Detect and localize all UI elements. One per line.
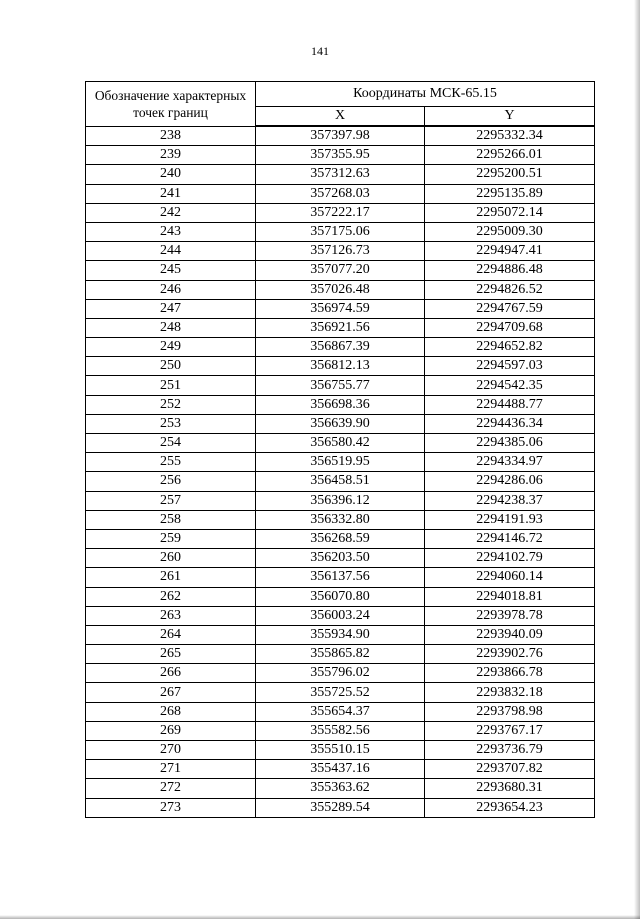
table-row xyxy=(86,798,595,817)
cell-point: 271 xyxy=(86,760,256,779)
table-row xyxy=(86,510,595,529)
table-row xyxy=(86,376,595,395)
table-row xyxy=(86,242,595,261)
cell-point: 254 xyxy=(86,434,256,453)
cell-point: 244 xyxy=(86,242,256,261)
cell-x: 355865.82 xyxy=(256,645,425,664)
cell-point: 249 xyxy=(86,338,256,357)
cell-y: 2294385.06 xyxy=(425,434,595,453)
table-row xyxy=(86,126,595,146)
table-row xyxy=(86,165,595,184)
cell-point: 247 xyxy=(86,299,256,318)
cell-x: 356332.80 xyxy=(256,510,425,529)
table-row xyxy=(86,625,595,644)
cell-y: 2294947.41 xyxy=(425,242,595,261)
cell-point: 255 xyxy=(86,453,256,472)
cell-point: 245 xyxy=(86,261,256,280)
cell-x: 356003.24 xyxy=(256,606,425,625)
cell-x: 355934.90 xyxy=(256,625,425,644)
cell-x: 355725.52 xyxy=(256,683,425,702)
cell-y: 2293866.78 xyxy=(425,664,595,683)
cell-x: 356519.95 xyxy=(256,453,425,472)
cell-x: 356812.13 xyxy=(256,357,425,376)
scan-edge-shadow xyxy=(634,0,640,919)
table-row xyxy=(86,529,595,548)
cell-y: 2294597.03 xyxy=(425,357,595,376)
table-row xyxy=(86,683,595,702)
cell-point: 241 xyxy=(86,184,256,203)
cell-x: 357126.73 xyxy=(256,242,425,261)
cell-y: 2295266.01 xyxy=(425,146,595,165)
cell-x: 355437.16 xyxy=(256,760,425,779)
cell-point: 251 xyxy=(86,376,256,395)
cell-x: 355510.15 xyxy=(256,741,425,760)
cell-y: 2293736.79 xyxy=(425,741,595,760)
cell-point: 273 xyxy=(86,798,256,817)
cell-x: 356755.77 xyxy=(256,376,425,395)
cell-point: 238 xyxy=(86,126,256,146)
cell-y: 2294886.48 xyxy=(425,261,595,280)
table-row xyxy=(86,645,595,664)
cell-y: 2294767.59 xyxy=(425,299,595,318)
table-row xyxy=(86,357,595,376)
cell-y: 2294488.77 xyxy=(425,395,595,414)
cell-y: 2294652.82 xyxy=(425,338,595,357)
cell-y: 2295200.51 xyxy=(425,165,595,184)
cell-y: 2295072.14 xyxy=(425,203,595,222)
cell-y: 2293707.82 xyxy=(425,760,595,779)
cell-y: 2294542.35 xyxy=(425,376,595,395)
cell-point: 246 xyxy=(86,280,256,299)
cell-point: 266 xyxy=(86,664,256,683)
cell-x: 357175.06 xyxy=(256,222,425,241)
table-row xyxy=(86,261,595,280)
cell-y: 2293767.17 xyxy=(425,721,595,740)
cell-x: 356921.56 xyxy=(256,318,425,337)
cell-y: 2295009.30 xyxy=(425,222,595,241)
cell-y: 2293832.18 xyxy=(425,683,595,702)
coordinates-table xyxy=(85,81,595,818)
table-row xyxy=(86,568,595,587)
cell-x: 356070.80 xyxy=(256,587,425,606)
cell-point: 268 xyxy=(86,702,256,721)
table-row xyxy=(86,318,595,337)
cell-x: 356396.12 xyxy=(256,491,425,510)
cell-point: 252 xyxy=(86,395,256,414)
table-row xyxy=(86,395,595,414)
cell-point: 264 xyxy=(86,625,256,644)
cell-x: 355289.54 xyxy=(256,798,425,817)
cell-y: 2294826.52 xyxy=(425,280,595,299)
cell-y: 2294146.72 xyxy=(425,529,595,548)
cell-y: 2294334.97 xyxy=(425,453,595,472)
cell-x: 355796.02 xyxy=(256,664,425,683)
table-row xyxy=(86,741,595,760)
cell-point: 256 xyxy=(86,472,256,491)
cell-x: 356867.39 xyxy=(256,338,425,357)
cell-point: 243 xyxy=(86,222,256,241)
cell-point: 242 xyxy=(86,203,256,222)
cell-x: 357355.95 xyxy=(256,146,425,165)
cell-x: 356580.42 xyxy=(256,434,425,453)
cell-x: 357222.17 xyxy=(256,203,425,222)
cell-y: 2295135.89 xyxy=(425,184,595,203)
table-row xyxy=(86,491,595,510)
cell-point: 261 xyxy=(86,568,256,587)
table-row xyxy=(86,338,595,357)
cell-x: 357268.03 xyxy=(256,184,425,203)
cell-x: 356268.59 xyxy=(256,529,425,548)
table-row xyxy=(86,299,595,318)
cell-x: 356203.50 xyxy=(256,549,425,568)
cell-y: 2294286.06 xyxy=(425,472,595,491)
cell-point: 240 xyxy=(86,165,256,184)
table-row xyxy=(86,414,595,433)
table-row xyxy=(86,222,595,241)
cell-point: 270 xyxy=(86,741,256,760)
cell-y: 2294102.79 xyxy=(425,549,595,568)
cell-x: 355363.62 xyxy=(256,779,425,798)
cell-x: 356698.36 xyxy=(256,395,425,414)
cell-y: 2294060.14 xyxy=(425,568,595,587)
table-row xyxy=(86,664,595,683)
cell-point: 258 xyxy=(86,510,256,529)
cell-point: 267 xyxy=(86,683,256,702)
cell-y: 2294709.68 xyxy=(425,318,595,337)
cell-point: 250 xyxy=(86,357,256,376)
header-x: X xyxy=(256,107,425,127)
cell-point: 272 xyxy=(86,779,256,798)
cell-x: 357077.20 xyxy=(256,261,425,280)
header-y: Y xyxy=(425,107,595,127)
table-row xyxy=(86,760,595,779)
cell-y: 2293654.23 xyxy=(425,798,595,817)
cell-point: 253 xyxy=(86,414,256,433)
cell-y: 2294238.37 xyxy=(425,491,595,510)
cell-x: 357026.48 xyxy=(256,280,425,299)
table-header-row xyxy=(86,82,595,107)
cell-point: 259 xyxy=(86,529,256,548)
cell-y: 2293940.09 xyxy=(425,625,595,644)
table-row xyxy=(86,587,595,606)
cell-y: 2294436.34 xyxy=(425,414,595,433)
cell-x: 355654.37 xyxy=(256,702,425,721)
cell-x: 356974.59 xyxy=(256,299,425,318)
cell-point: 248 xyxy=(86,318,256,337)
cell-y: 2293978.78 xyxy=(425,606,595,625)
cell-x: 357397.98 xyxy=(256,126,425,146)
cell-x: 357312.63 xyxy=(256,165,425,184)
page-number: 141 xyxy=(311,44,329,58)
cell-point: 269 xyxy=(86,721,256,740)
table-row xyxy=(86,779,595,798)
table-body xyxy=(86,126,595,817)
cell-y: 2293798.98 xyxy=(425,702,595,721)
table-row xyxy=(86,184,595,203)
cell-y: 2293680.31 xyxy=(425,779,595,798)
table-row xyxy=(86,203,595,222)
cell-x: 356458.51 xyxy=(256,472,425,491)
cell-x: 355582.56 xyxy=(256,721,425,740)
table-row xyxy=(86,549,595,568)
table-row xyxy=(86,721,595,740)
cell-y: 2293902.76 xyxy=(425,645,595,664)
cell-y: 2294191.93 xyxy=(425,510,595,529)
table-row xyxy=(86,280,595,299)
table-row xyxy=(86,606,595,625)
cell-x: 356639.90 xyxy=(256,414,425,433)
table-row xyxy=(86,434,595,453)
cell-point: 263 xyxy=(86,606,256,625)
cell-x: 356137.56 xyxy=(256,568,425,587)
table-row xyxy=(86,146,595,165)
cell-point: 239 xyxy=(86,146,256,165)
cell-point: 262 xyxy=(86,587,256,606)
table-row xyxy=(86,453,595,472)
header-point-designation: Обозначение характерных точек границ xyxy=(86,82,256,127)
scan-bottom-shadow xyxy=(0,915,640,919)
cell-point: 257 xyxy=(86,491,256,510)
table-row xyxy=(86,702,595,721)
cell-y: 2295332.34 xyxy=(425,126,595,146)
header-coordinates: Координаты МСК-65.15 xyxy=(256,82,595,107)
cell-point: 265 xyxy=(86,645,256,664)
cell-y: 2294018.81 xyxy=(425,587,595,606)
cell-point: 260 xyxy=(86,549,256,568)
table-row xyxy=(86,472,595,491)
